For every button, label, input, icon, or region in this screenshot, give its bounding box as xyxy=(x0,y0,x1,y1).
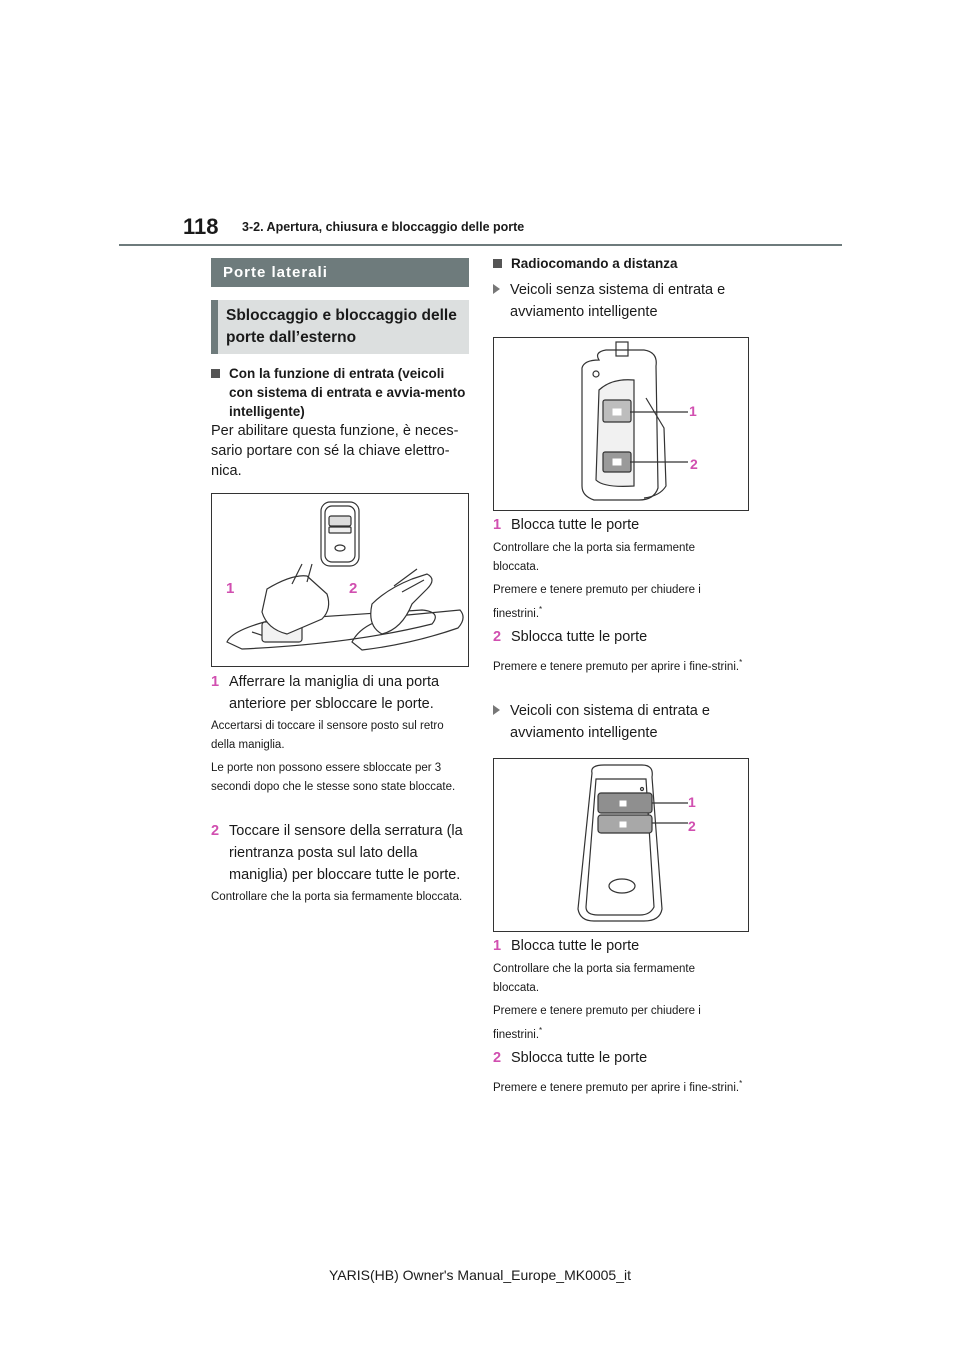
left-item-2: 2 Toccare il sensore della serratura (la rientranza posta sul lato della maniglia) per bloccare tutte le porte. xyxy=(211,823,463,883)
group1-item-1-note-2: Premere e tenere premuto per chiudere i finestrini.* xyxy=(493,584,701,620)
smart-key-illustration xyxy=(494,759,748,931)
left-item-1: 1 Afferrare la maniglia di una porta anteriore per sbloccare le porte. xyxy=(211,674,440,712)
door-handle-figure xyxy=(211,493,469,667)
figure-label-1: 1 xyxy=(226,580,235,597)
group1-title: Veicoli senza sistema di entrata e avviamento intelligente xyxy=(493,279,751,323)
group1-item-2-note-1: Premere e tenere premuto per aprire i fine-strini.* xyxy=(493,658,743,673)
left-item-1-note-1: Accertarsi di toccare il sensore posto sul retro della maniglia. xyxy=(211,720,444,751)
smart-key-figure xyxy=(493,758,749,932)
header-rule xyxy=(119,244,842,246)
figure-label-1: 1 xyxy=(689,403,697,419)
flip-key-illustration xyxy=(494,338,748,510)
left-item-1-note-2: Le porte non possono essere sbloccate per 3 secondi dopo che le stesse sono state bloccate. xyxy=(211,762,456,793)
group1-item-1-note-1: Controllare che la porta sia fermamente bloccata. xyxy=(493,542,695,573)
group2-item-1-note-2: Premere e tenere premuto per chiudere i finestrini.* xyxy=(493,1005,701,1041)
figure-label-1: 1 xyxy=(688,794,696,810)
figure-label-2: 2 xyxy=(349,580,358,597)
door-handle-illustration xyxy=(212,494,468,666)
group1-item-2: 2 Sblocca tutte le porte xyxy=(493,629,648,645)
group2-item-1-note-1: Controllare che la porta sia fermamente bloccata. xyxy=(493,963,695,994)
remote-control-heading: Radiocomando a distanza xyxy=(493,254,753,273)
group2-item-2-note-1: Premere e tenere premuto per aprire i fine-strini.* xyxy=(493,1079,743,1094)
flip-key-figure xyxy=(493,337,749,511)
figure-label-2: 2 xyxy=(688,818,696,834)
square-bullet-icon xyxy=(493,259,502,268)
left-item-2-note-1: Controllare che la porta sia fermamente bloccata. xyxy=(211,891,463,903)
square-bullet-icon xyxy=(211,369,220,378)
intro-paragraph: Per abilitare questa funzione, è neces-sario portare con sé la chiave elettro-nica. xyxy=(211,423,459,479)
subsection-banner: Sbloccaggio e bloccaggio delle porte dall’esterno xyxy=(211,300,469,354)
triangle-bullet-icon xyxy=(493,705,500,715)
figure-label-2: 2 xyxy=(690,456,698,472)
triangle-bullet-icon xyxy=(493,284,500,294)
group2-title: Veicoli con sistema di entrata e avviamento intelligente xyxy=(493,700,751,744)
footer-manual-id: YARIS(HB) Owner's Manual_Europe_MK0005_it xyxy=(329,1267,631,1283)
group1-item-1: 1 Blocca tutte le porte xyxy=(493,517,640,533)
section-banner: Porte laterali xyxy=(211,258,469,287)
section-title: 3-2. Apertura, chiusura e bloccaggio delle porte xyxy=(242,220,525,234)
group2-item-2: 2 Sblocca tutte le porte xyxy=(493,1050,648,1066)
entry-function-heading: Con la funzione di entrata (veicoli con sistema di entrata e avvia-mento intelligente) xyxy=(211,364,469,421)
group2-item-1: 1 Blocca tutte le porte xyxy=(493,938,640,954)
page-number: 118 xyxy=(183,214,219,239)
